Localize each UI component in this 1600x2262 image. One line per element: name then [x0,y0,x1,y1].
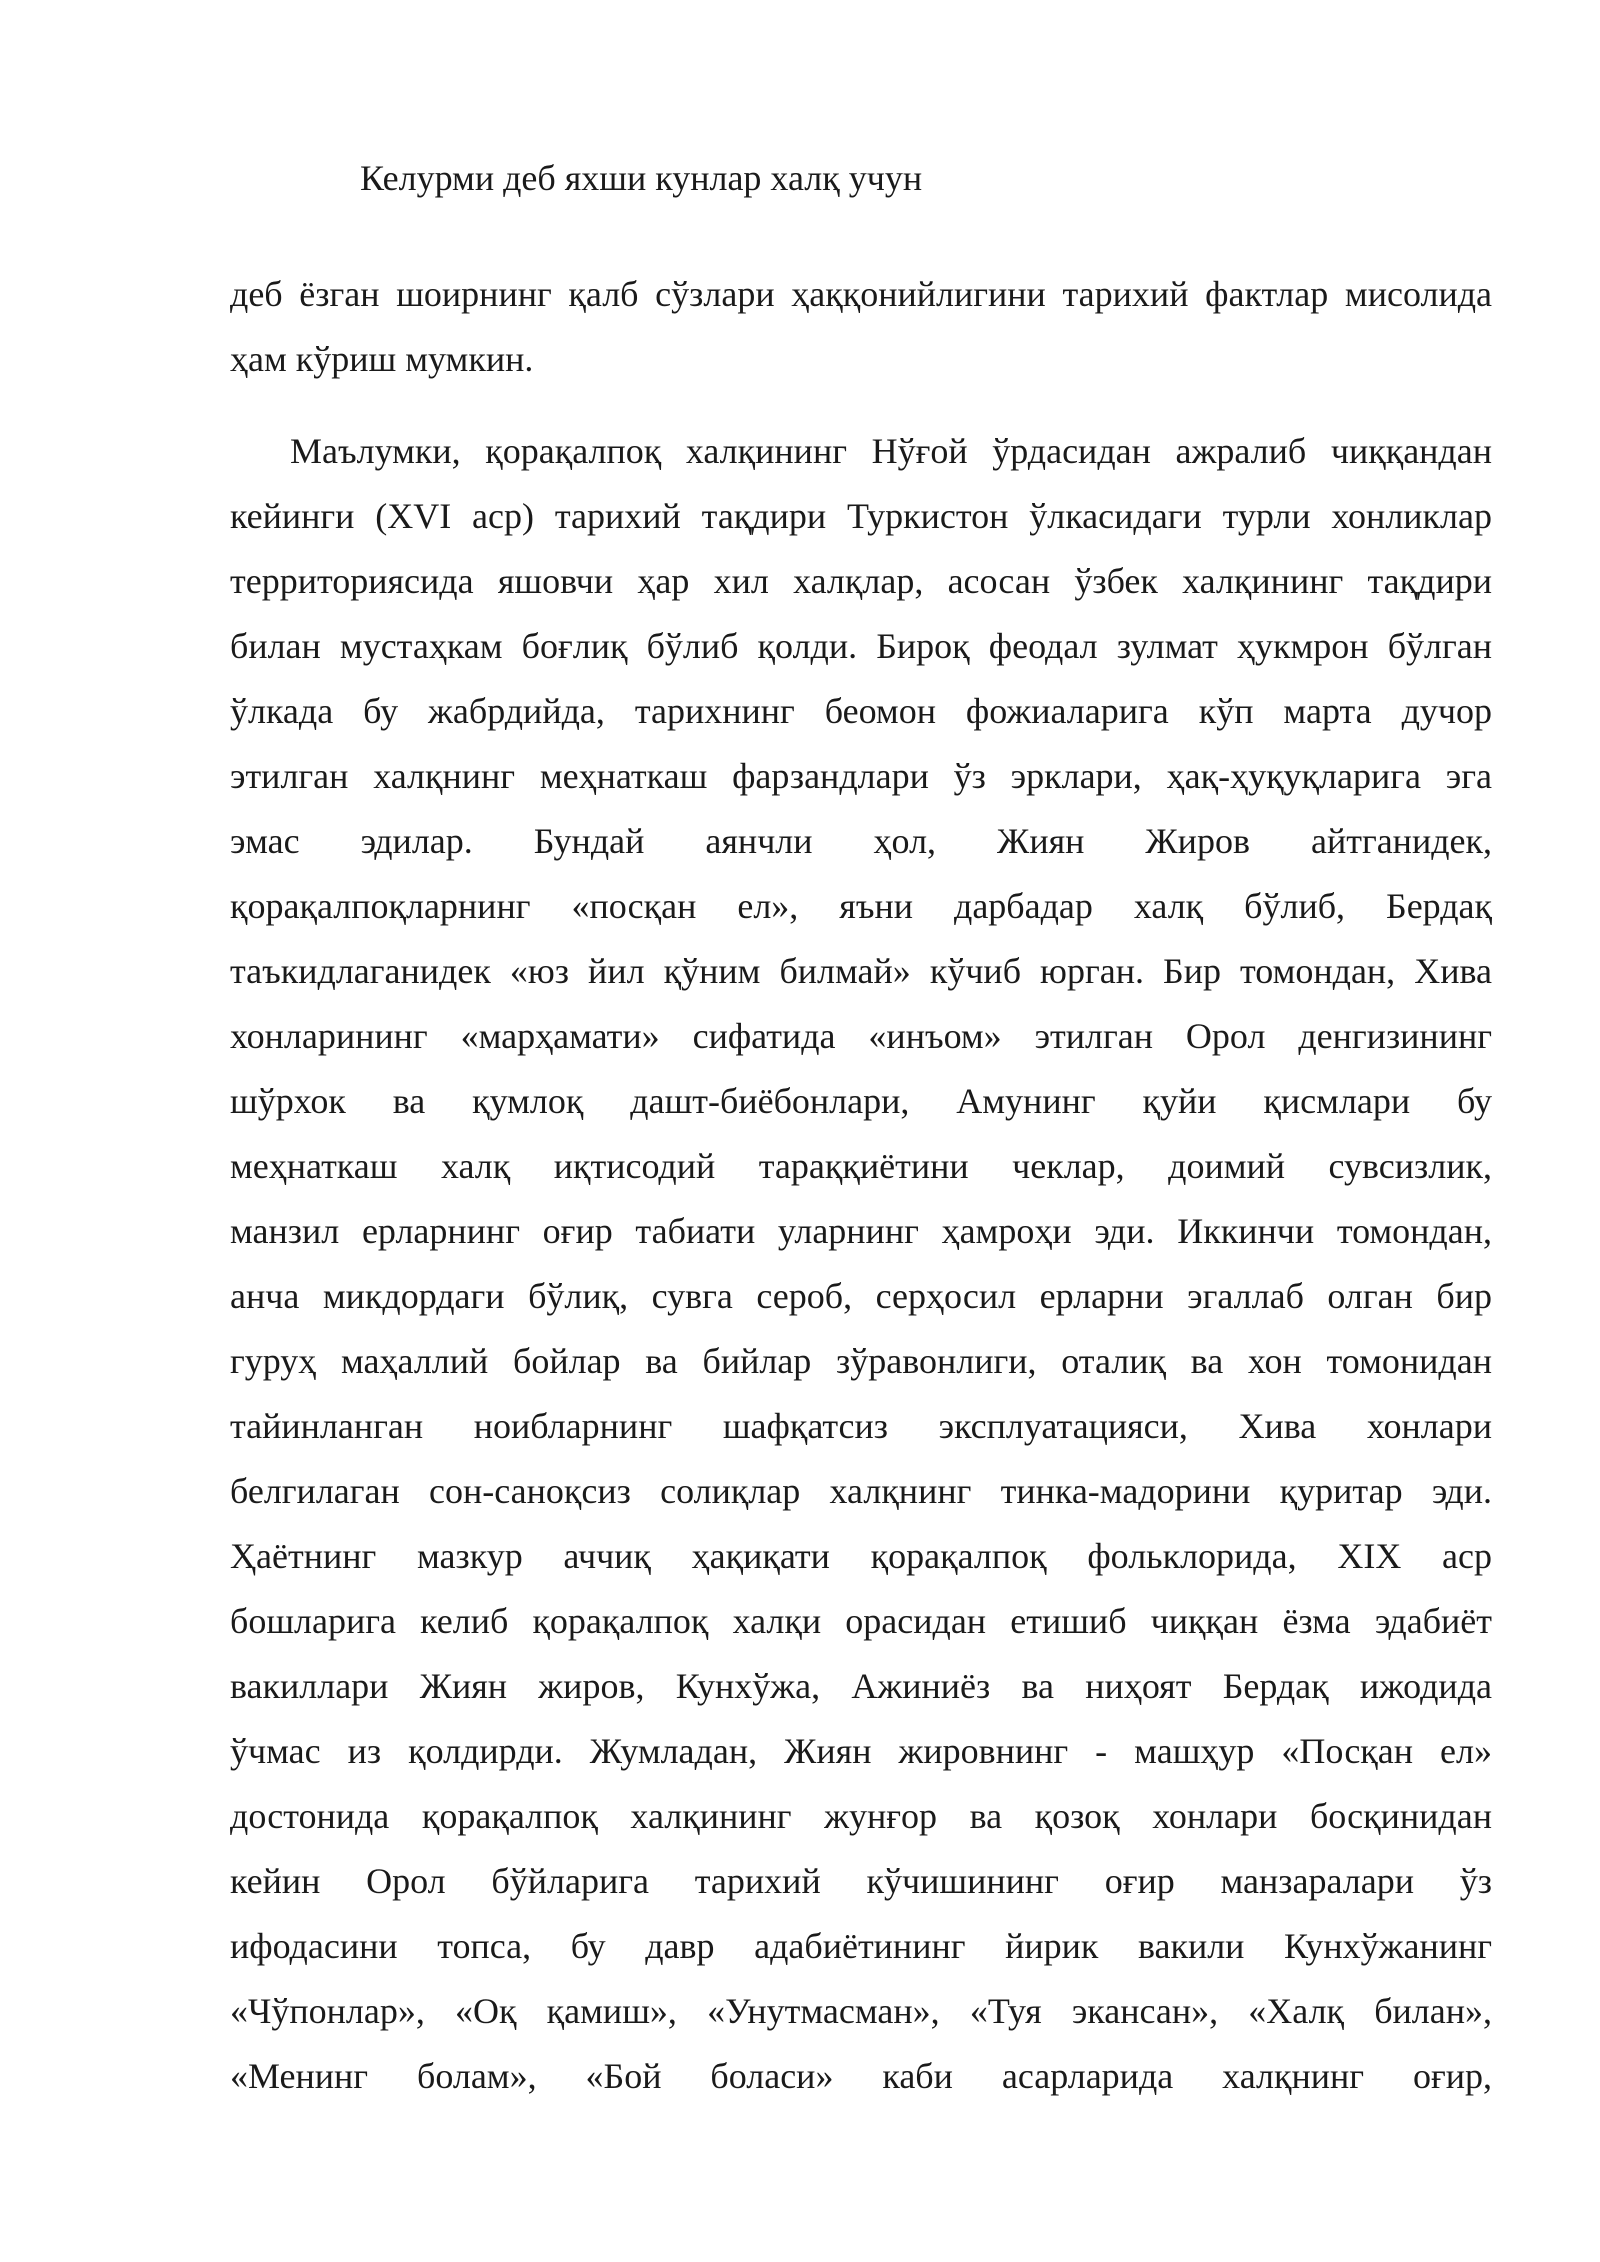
text-line: манзил ерларнинг оғир табиати уларнинг ҳамроҳи эди. Иккинчи томондан, [230,1211,1492,1251]
text-line: кейин Орол бўйларига тарихий кўчишининг оғир манзаралари ўз [230,1861,1492,1901]
text-line: шўрхок ва қумлоқ дашт-биёбонлари, Амунинг қуйи қисмлари бу [230,1081,1492,1121]
text-line: «Менинг болам», «Бой боласи» каби асарларида халқнинг оғир, [230,2056,1492,2096]
text-line: тайинланган ноибларнинг шафқатсиз эксплуатацияси, Хива хонлари [230,1406,1492,1446]
text-line: вакиллари Жиян жиров, Кунхўжа, Ажиниёз ва ниҳоят Бердақ ижодида [230,1666,1492,1706]
text-line: кейинги (XVI аср) тарихий тақдири Туркистон ўлкасидаги турли хонликлар [230,496,1492,536]
text-line: бошларига келиб қорақалпоқ халқи орасидан етишиб чиққан ёзма эдабиёт [230,1601,1492,1641]
verse-line: Келурми деб яхши кунлар халқ учун [360,158,923,198]
text-line: территориясида яшовчи ҳар хил халқлар, асосан ўзбек халқининг тақдири [230,561,1492,601]
text-line: таъкидлаганидек «юз йил қўним билмай» кўчиб юрган. Бир томондан, Хива [230,951,1492,991]
paragraph-first-line: Маълумки, қорақалпоқ халқининг Нўғой ўрдасидан ажралиб чиққандан [290,431,1492,471]
text-line: деб ёзган шоирнинг қалб сўзлари ҳаққонийлигини тарихий фактлар мисолида [230,274,1492,314]
text-line: билан мустаҳкам боғлиқ бўлиб қолди. Бироқ феодал зулмат ҳукмрон бўлган [230,626,1492,666]
text-line: достонида қорақалпоқ халқининг жунғор ва қозоқ хонлари босқинидан [230,1796,1492,1836]
text-line: Ҳаётнинг мазкур аччиқ ҳақиқати қорақалпоқ фольклорида, XIX аср [230,1536,1492,1576]
text-line: белгилаган сон-саноқсиз солиқлар халқнинг тинка-мадорини қуритар эди. [230,1471,1492,1511]
text-line: хонларининг «марҳамати» сифатида «инъом» этилган Орол денгизининг [230,1016,1492,1056]
text-line: ифодасини топса, бу давр адабиётининг йирик вакили Кунхўжанинг [230,1926,1492,1966]
text-line: анча микдордаги бўлиқ, сувга сероб, серҳосил ерларни эгаллаб олган бир [230,1276,1492,1316]
text-line: эмас эдилар. Бундай аянчли ҳол, Жиян Жиров айтганидек, [230,821,1492,861]
text-line: «Чўпонлар», «Оқ қамиш», «Унутмасман», «Туя экансан», «Халқ билан», [230,1991,1492,2031]
text-line: ҳам кўриш мумкин. [230,339,534,379]
text-line: ўчмас из қолдирди. Жумладан, Жиян жировнинг - машҳур «Посқан ел» [230,1731,1492,1771]
text-line: ўлкада бу жабрдийда, тарихнинг беомон фожиаларига кўп марта дучор [230,691,1492,731]
text-line: этилган халқнинг меҳнаткаш фарзандлари ўз эрклари, ҳақ-ҳуқуқларига эга [230,756,1492,796]
text-line: меҳнаткаш халқ иқтисодий тараққиётини чеклар, доимий сувсизлик, [230,1146,1492,1186]
text-line: қорақалпоқларнинг «посқан ел», яъни дарбадар халқ бўлиб, Бердақ [230,886,1492,926]
text-line: гуруҳ маҳаллий бойлар ва бийлар зўравонлиги, оталиқ ва хон томонидан [230,1341,1492,1381]
